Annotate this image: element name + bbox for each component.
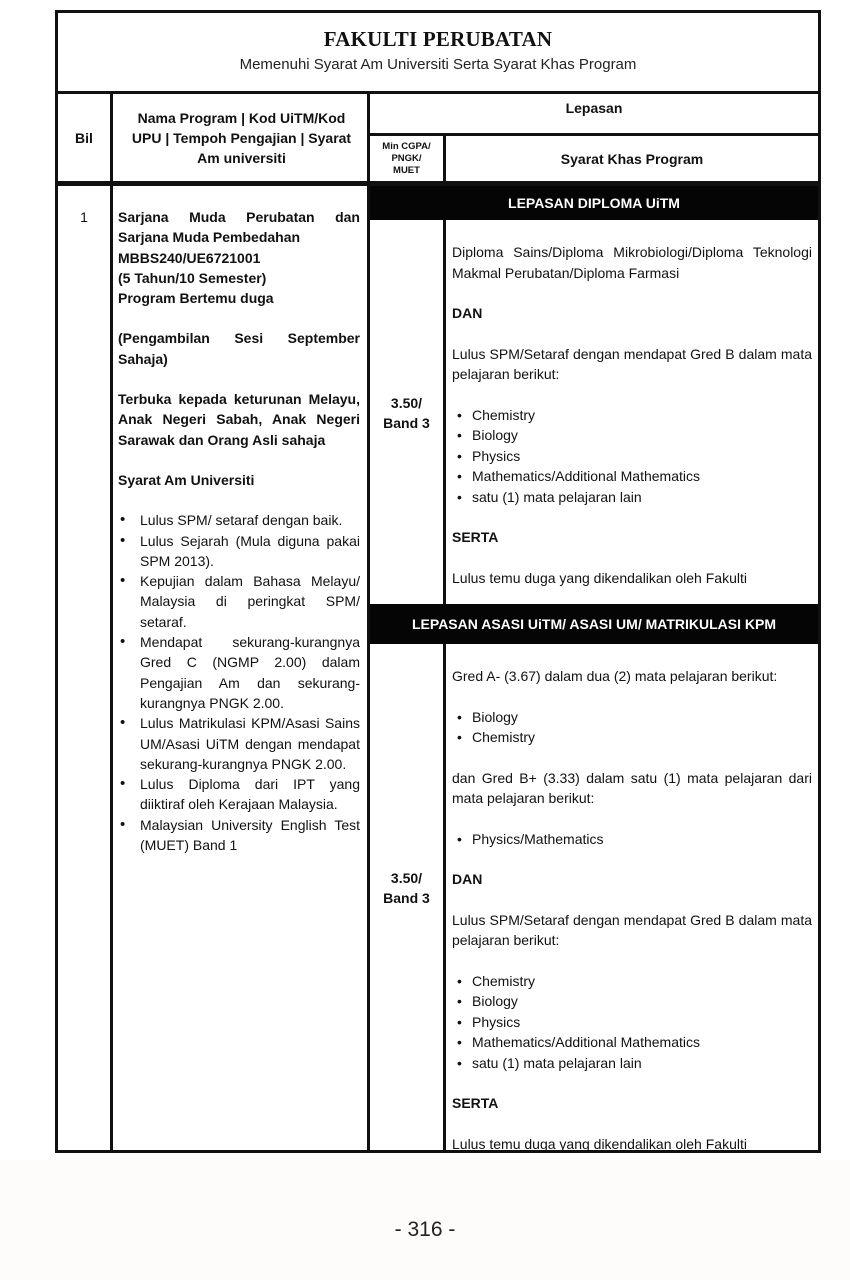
general-requirement-item: • Lulus Sejarah (Mula diguna pakai SPM 2013).	[118, 531, 360, 572]
subject-item: • Physics/Mathematics	[456, 829, 812, 850]
grade-a-requirement: Gred A- (3.67) dalam dua (2) mata pelajaran berikut:	[452, 668, 778, 684]
program-interview-note: Program Bertemu duga	[118, 290, 274, 307]
general-requirements-title: Syarat Am Universiti	[118, 471, 255, 488]
program-info	[118, 207, 360, 855]
header-min-cgpa-line: PNGK/	[391, 152, 422, 164]
general-requirement-item: • Lulus SPM/ setaraf dengan baik.	[118, 510, 360, 530]
section-header-asasi: LEPASAN ASASI UiTM/ ASASI UM/ MATRIKULASI KPM	[370, 604, 818, 644]
header-min-cgpa-line: MUET	[393, 164, 420, 176]
subject-item: • Physics	[456, 446, 812, 467]
general-requirement-item: • Mendapat sekurang-kurangnya Gred C (NGMP 2.00) dalam Pengajian Am dan sekurang-kurangnya PNGK 2.00.	[118, 632, 360, 713]
general-requirement-item: • Kepujian dalam Bahasa Melayu/ Malaysia di peringkat SPM/ setaraf.	[118, 571, 360, 632]
general-requirement-item: • Lulus Diploma dari IPT yang diiktiraf oleh Kerajaan Malaysia.	[118, 774, 360, 815]
subject-item: • Chemistry	[456, 727, 812, 748]
program-eligibility: Terbuka kepada keturunan Melayu, Anak Negeri Sabah, Anak Negeri Sarawak dan Orang Asli sahaja	[118, 391, 360, 448]
grade-a-subject-list	[452, 707, 812, 748]
min-gpa-asasi	[370, 868, 443, 908]
header-divider	[443, 136, 446, 181]
header-min-cgpa	[370, 136, 443, 181]
header-divider	[370, 133, 818, 136]
header-syarat-khas: Syarat Khas Program	[560, 150, 704, 167]
program-duration: (5 Tahun/10 Semester)	[118, 269, 267, 286]
subject-item: • Biology	[456, 425, 812, 446]
requirements-table	[55, 10, 821, 1153]
header-nama-program: Nama Program | Kod UiTM/Kod UPU | Tempoh Pengajian | Syarat Am universiti	[131, 109, 352, 166]
header-lepasan: Lepasan	[565, 100, 623, 116]
subject-item: • Chemistry	[456, 405, 812, 426]
page-number: - 316 -	[394, 1218, 456, 1241]
interview-requirement: Lulus temu duga yang dikendalikan oleh Fakulti	[452, 1135, 747, 1152]
faculty-header	[58, 13, 818, 94]
row-number: 1	[80, 209, 88, 225]
grade-b-requirement: dan Gred B+ (3.33) dalam satu (1) mata pelajaran dari mata pelajaran berikut:	[452, 769, 812, 806]
column-divider	[443, 220, 446, 604]
min-gpa-value: 3.50/	[390, 870, 423, 886]
special-requirements-diploma	[452, 242, 812, 588]
spm-requirement-text: Lulus SPM/Setaraf dengan mendapat Gred B dalam mata pelajaran berikut:	[452, 911, 812, 948]
section-header-diploma: LEPASAN DIPLOMA UiTM	[370, 186, 818, 220]
spm-requirement-text: Lulus SPM/Setaraf dengan mendapat Gred B dalam mata pelajaran berikut:	[452, 345, 812, 382]
grade-b-subject-list	[452, 829, 812, 850]
program-code: MBBS240/UE6721001	[118, 249, 261, 266]
min-muet-band: Band 3	[383, 890, 430, 906]
faculty-title: FAKULTI PERUBATAN	[323, 27, 553, 51]
faculty-subtitle: Memenuhi Syarat Am Universiti Serta Syarat Khas Program	[239, 56, 637, 73]
subject-item: • Mathematics/Additional Mathematics	[456, 1032, 812, 1053]
header-bil: Bil	[75, 129, 93, 146]
special-requirements-asasi	[452, 666, 812, 1154]
serta-label: SERTA	[452, 529, 499, 545]
subject-item: • Biology	[456, 991, 812, 1012]
and-label: DAN	[452, 871, 483, 887]
subject-item: • Biology	[456, 707, 812, 728]
interview-requirement: Lulus temu duga yang dikendalikan oleh Fakulti	[452, 569, 747, 586]
subject-item: • Mathematics/Additional Mathematics	[456, 466, 812, 487]
diploma-list-text: Diploma Sains/Diploma Mikrobiologi/Diploma Teknologi Makmal Perubatan/Diploma Farmasi	[452, 244, 812, 281]
subject-item: • satu (1) mata pelajaran lain	[456, 1053, 812, 1074]
header-min-cgpa-line: Min CGPA/	[382, 140, 431, 152]
min-gpa-value: 3.50/	[390, 395, 423, 411]
subject-item: • Physics	[456, 1012, 812, 1033]
serta-label: SERTA	[452, 1095, 499, 1111]
general-requirement-item: • Lulus Matrikulasi KPM/Asasi Sains UM/Asasi UiTM dengan mendapat sekurang-kurangnya PNGK 2.00.	[118, 713, 360, 774]
min-muet-band: Band 3	[383, 415, 430, 431]
column-divider	[443, 644, 446, 1150]
table-header-row	[58, 94, 818, 181]
spm-subject-list	[452, 971, 812, 1074]
subject-item: • Chemistry	[456, 971, 812, 992]
column-divider	[110, 94, 113, 1150]
general-requirement-item: • Malaysian University English Test (MUET) Band 1	[118, 815, 360, 856]
min-gpa-diploma	[370, 393, 443, 433]
subject-item: • satu (1) mata pelajaran lain	[456, 487, 812, 508]
program-intake: (Pengambilan Sesi September Sahaja)	[118, 330, 360, 367]
program-name: Sarjana Muda Perubatan dan Sarjana Muda Pembedahan	[118, 209, 360, 246]
general-requirements-list	[118, 510, 360, 855]
and-label: DAN	[452, 305, 483, 321]
spm-subject-list	[452, 405, 812, 508]
